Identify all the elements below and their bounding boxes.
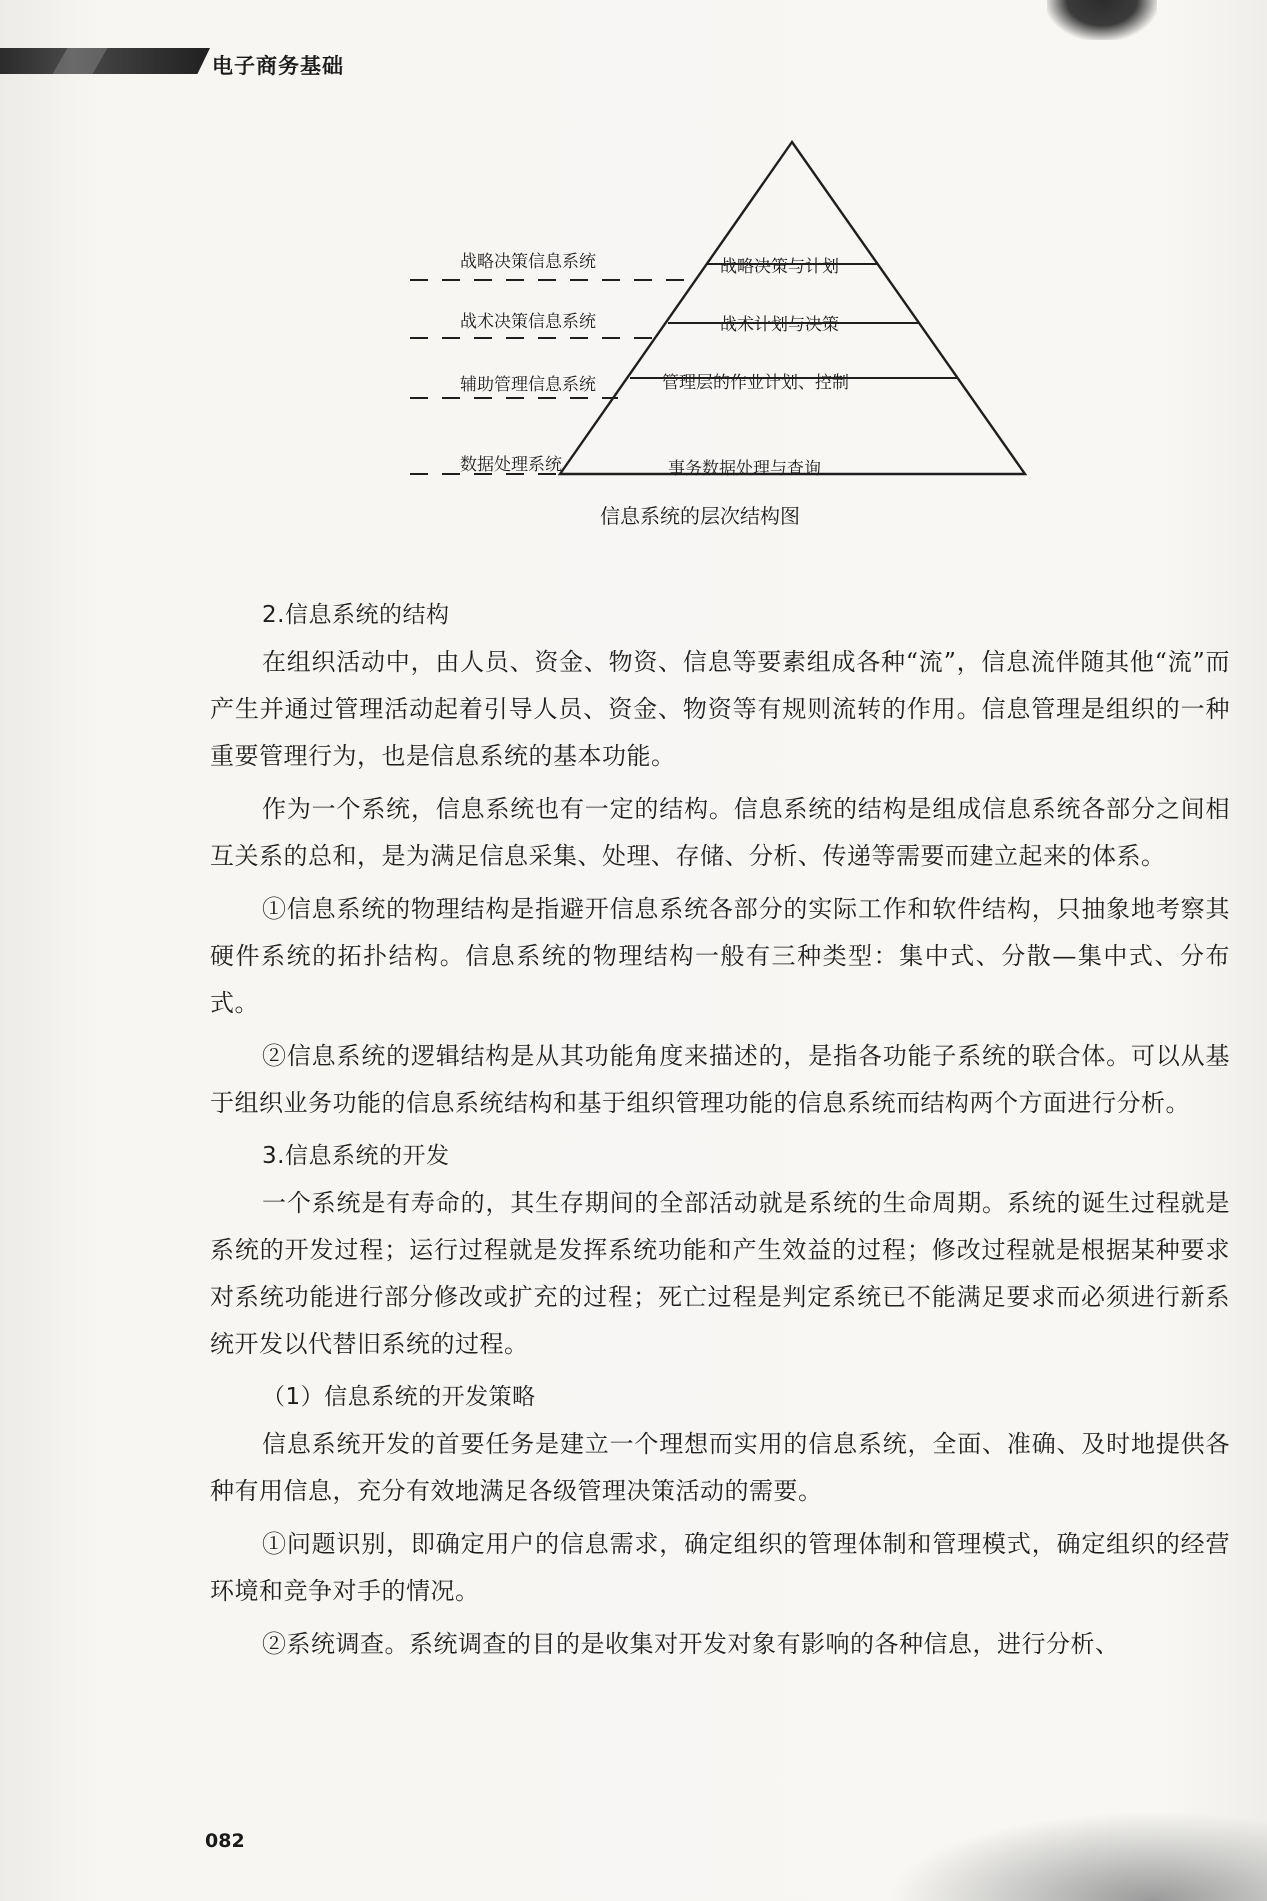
paragraph-lifecycle: 一个系统是有寿命的，其生存期间的全部活动就是系统的生命周期。系统的诞生过程就是系统的开发过程；运行过程就是发挥系统功能和产生效益的过程；修改过程就是根据某种要求对系统功能进行部分修改或扩充的过程；死亡过程是判定系统已不能满足要求而必须进行新系统开发以代替旧系统的过程。 bbox=[210, 1189, 1230, 1358]
paragraph-info-flow: 在组织活动中，由人员、资金、物资、信息等要素组成各种“流”，信息流伴随其他“流”而产生并通过管理活动起着引导人员、资金、物资等有规则流转的作用。信息管理是组织的一种重要管理行为，也是信息系统的基本功能。 bbox=[210, 648, 1230, 770]
paragraph-system-survey: ②系统调查。系统调查的目的是收集对开发对象有影响的各种信息，进行分析、 bbox=[262, 1630, 1120, 1658]
left-label-tactical: 战术决策信息系统 bbox=[460, 312, 596, 332]
subsection-heading-strategy: （1）信息系统的开发策略 bbox=[262, 1384, 536, 1410]
left-label-strategic: 战略决策信息系统 bbox=[460, 252, 596, 272]
paragraph-primary-task: 信息系统开发的首要任务是建立一个理想而实用的信息系统，全面、准确、及时地提供各种有用信息，充分有效地满足各级管理决策活动的需要。 bbox=[210, 1430, 1230, 1505]
scan-shadow-top bbox=[1047, 0, 1157, 40]
level-label-2: 战术计划与决策 bbox=[720, 315, 839, 335]
paragraph-problem-identification: ①问题识别，即确定用户的信息需求，确定组织的管理体制和管理模式，确定组织的经营环境和竞争对手的情况。 bbox=[210, 1530, 1230, 1605]
paragraph-logical-structure: ②信息系统的逻辑结构是从其功能角度来描述的，是指各功能子系统的联合体。可以从基于组织业务功能的信息系统结构和基于组织管理功能的信息系统而结构两个方面进行分析。 bbox=[210, 1042, 1230, 1117]
hierarchy-diagram bbox=[400, 132, 1050, 492]
level-label-3: 管理层的作业计划、控制 bbox=[662, 373, 849, 393]
header-decor-bar bbox=[0, 48, 210, 74]
pyramid-outline bbox=[560, 142, 1025, 474]
left-label-dataproc: 数据处理系统 bbox=[460, 455, 562, 475]
level-label-1: 战略决策与计划 bbox=[720, 257, 839, 277]
diagram-caption: 信息系统的层次结构图 bbox=[600, 504, 800, 528]
paragraph-system-structure: 作为一个系统，信息系统也有一定的结构。信息系统的结构是组成信息系统各部分之间相互关系的总和，是为满足信息采集、处理、存储、分析、传递等需要而建立起来的体系。 bbox=[210, 795, 1230, 870]
section-heading-structure: 2.信息系统的结构 bbox=[262, 602, 450, 628]
section-heading-development: 3.信息系统的开发 bbox=[262, 1143, 450, 1169]
page-number: 082 bbox=[205, 1830, 245, 1852]
paragraph-physical-structure: ①信息系统的物理结构是指避开信息系统各部分的实际工作和软件结构，只抽象地考察其硬件系统的拓扑结构。信息系统的物理结构一般有三种类型：集中式、分散—集中式、分布式。 bbox=[210, 895, 1230, 1017]
running-header-title: 电子商务基础 bbox=[212, 54, 344, 78]
left-label-support: 辅助管理信息系统 bbox=[460, 375, 596, 395]
level-label-4: 事务数据处理与查询 bbox=[668, 459, 821, 479]
body-text bbox=[210, 592, 1230, 1674]
scan-shadow-bottom bbox=[887, 1811, 1267, 1901]
